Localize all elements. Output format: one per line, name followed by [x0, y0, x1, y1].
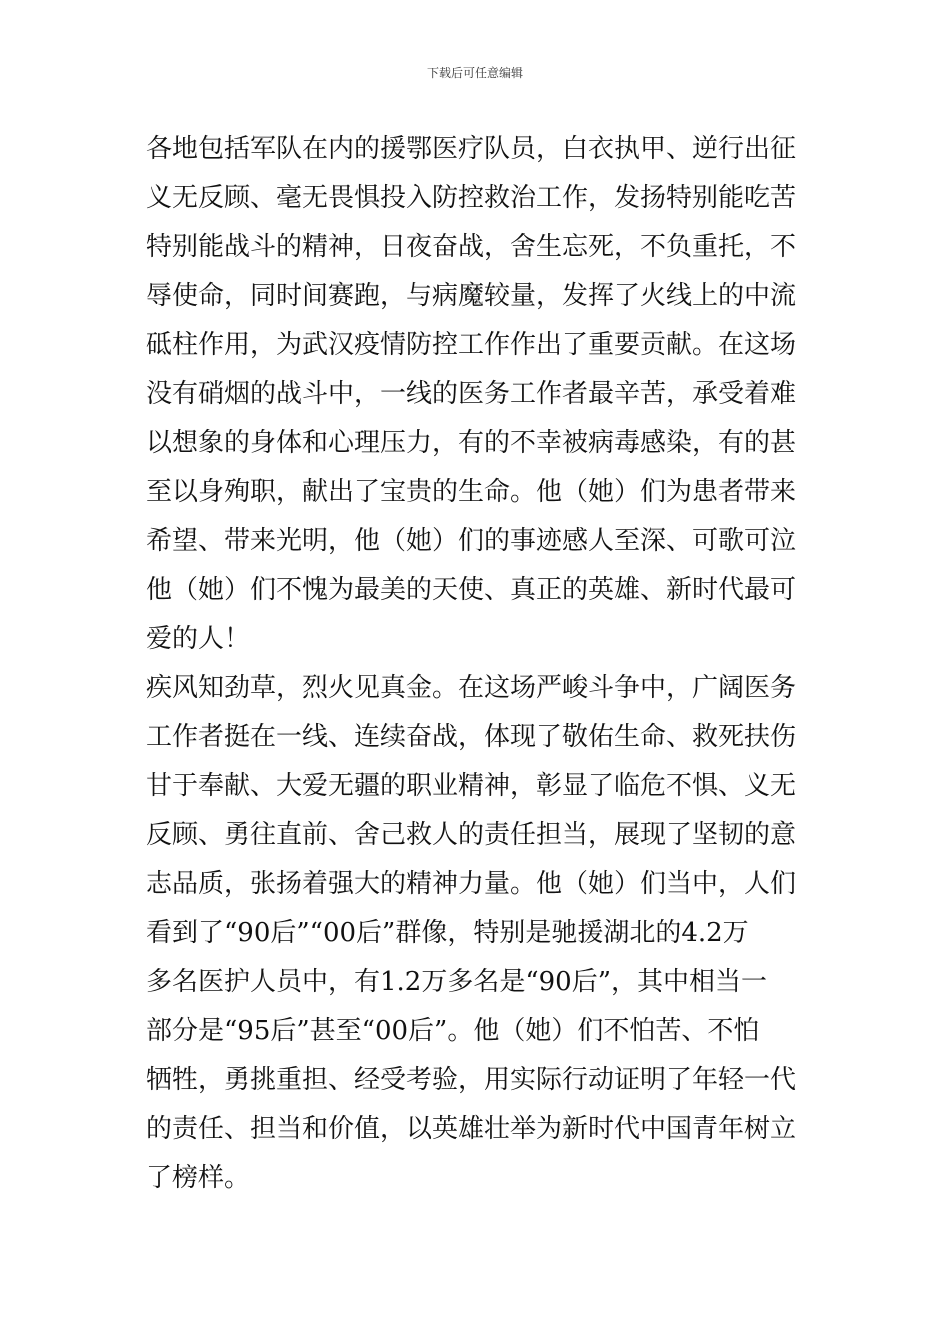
text-line: 砥柱作用，为武汉疫情防控工作作出了重要贡献。在这场 — [146, 330, 797, 360]
text-line: 辱使命，同时间赛跑，与病魔较量，发挥了火线上的中流 — [146, 281, 797, 311]
text-line: 爱的人！ — [146, 624, 251, 654]
text-line: 多名医护人员中，有1.2万多名是“90后”，其中相当一 — [146, 967, 768, 997]
text-line: 以想象的身体和心理压力，有的不幸被病毒感染，有的甚 — [146, 428, 797, 458]
text-line: 特别能战斗的精神，日夜奋战，舍生忘死，不负重托，不 — [146, 232, 797, 262]
text-line: 各地包括军队在内的援鄂医疗队员，白衣执甲、逆行出征 — [146, 134, 797, 164]
text-line: 甘于奉献、大爱无疆的职业精神，彰显了临危不惧、义无 — [146, 771, 797, 801]
document-body — [146, 131, 826, 1209]
text-line: 部分是“95后”甚至“00后”。他（她）们不怕苦、不怕 — [146, 1016, 760, 1046]
text-line: 义无反顾、毫无畏惧投入防控救治工作，发扬特别能吃苦 — [146, 183, 797, 213]
text-line: 了榜样。 — [146, 1163, 251, 1193]
text-line: 志品质，张扬着强大的精神力量。他（她）们当中，人们 — [146, 869, 797, 899]
text-line: 希望、带来光明，他（她）们的事迹感人至深、可歌可泣 — [146, 526, 797, 556]
text-line: 牺牲，勇挑重担、经受考验，用实际行动证明了年轻一代 — [146, 1065, 797, 1095]
text-line: 没有硝烟的战斗中，一线的医务工作者最辛苦，承受着难 — [146, 379, 797, 409]
text-line: 的责任、担当和价值，以英雄壮举为新时代中国青年树立 — [146, 1114, 797, 1144]
text-line: 疾风知劲草，烈火见真金。在这场严峻斗争中，广阔医务 — [146, 673, 797, 703]
text-line: 他（她）们不愧为最美的天使、真正的英雄、新时代最可 — [146, 575, 797, 605]
text-line: 看到了“90后”“00后”群像，特别是驰援湖北的4.2万 — [146, 918, 749, 948]
text-line: 至以身殉职，献出了宝贵的生命。他（她）们为患者带来 — [146, 477, 797, 507]
page-header: 下载后可任意编辑 — [426, 66, 523, 80]
text-line: 工作者挺在一线、连续奋战，体现了敬佑生命、救死扶伤 — [146, 722, 797, 752]
text-line: 反顾、勇往直前、舍己救人的责任担当，展现了坚韧的意 — [146, 820, 797, 850]
